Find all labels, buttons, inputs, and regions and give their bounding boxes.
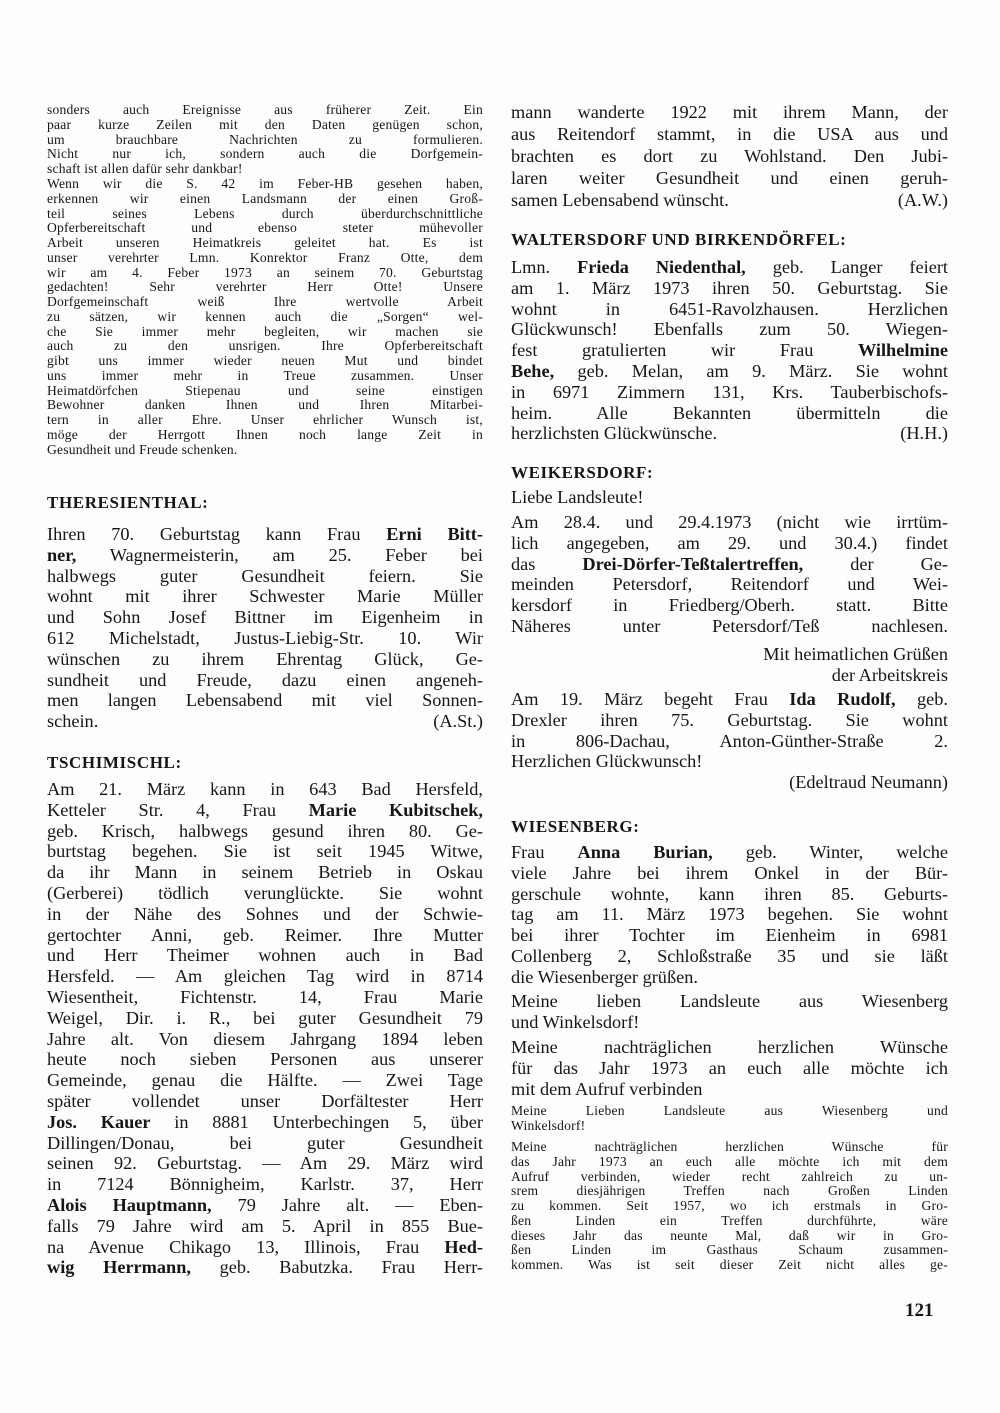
weikersdorf-closing [511,644,948,686]
text-line: in 7124 Bönnigheim, Karlstr. 37, Herr [47,1174,483,1195]
tschimischl-paragraph [47,779,483,1278]
text-line: in 806-Dachau, Anton-Günther-Straße 2. [511,730,948,751]
intro-paragraph-1 [47,103,483,177]
bold-name: Wilhelmine [857,340,948,361]
text-line [47,711,483,732]
bold-name: Hed- [444,1236,483,1257]
continued-paragraph [511,101,948,211]
text-line: Dillingen/Donau, bei guter Gesundheit [47,1132,483,1153]
rudolf-paragraph [511,689,948,772]
text-line: wohnt mit ihrer Schwester Marie Müller [47,586,483,607]
closing-line: Mit heimatlichen Grüßen [763,644,948,664]
heading-weikersdorf: WEIKERSDORF: [511,463,654,482]
text-line: Nicht nur ich, sondern auch die Dorfgemein- [47,146,483,162]
bold-name: wig Herrmann, [47,1257,191,1278]
text-line: und Herr Theimer wohnen auch in Bad [47,945,483,966]
wiesenberg-paragraph-2 [511,991,948,1033]
text-line: lich angegeben, am 29. und 30.4.) findet [511,532,948,553]
text-line: Glückwunsch! Ebenfalls zum 50. Wiegen- [511,319,948,340]
text-line: in der Nähe des Sohnes und der Schwie- [47,903,483,924]
text-line: in 6971 Zimmern 131, Krs. Tauberbischofs- [511,381,948,402]
text-line: und Winkelsdorf! [511,1011,640,1032]
text-line: seinen 92. Geburtstag. — Am 29. März wird [47,1153,483,1174]
text-line: Winkelsdorf! [511,1117,586,1133]
text-line: tern in aller Ehre. Unser ehrlicher Wunsch ist, [47,412,483,427]
text-line: gertochter Anni, geb. Reimer. Ihre Mutter [47,924,483,945]
text-line: Wiesentheit, Fichtenstr. 14, Frau Marie [47,986,483,1007]
text-line: brachten es dort zu Wohlstand. Den Jubi- [511,146,948,166]
text-line: Herzlichen Glückwunsch! [511,751,703,772]
text-line: Meine nachträglichen herzlichen Wünsche für [511,1139,948,1154]
text-line: auch zu den unsrigen. Ihre Opferbereitschaft [47,338,483,354]
rudolf-signature-block [511,772,948,793]
text-line: sonders auch Ereignisse aus früherer Zeit. Ein [47,102,483,117]
wiesenberg-paragraph [511,842,948,988]
text-line: möge der Herrgott Ihnen noch lange Zeit in [47,426,483,442]
text-line: mit dem Aufruf verbinden [511,1078,703,1099]
heading-wiesenberg: WIESENBERG: [511,817,640,836]
text-line: men langen Lebensabend mit viel Sonnen- [47,690,483,711]
signature: (A.St.) [433,711,483,732]
waltersdorf-paragraph [511,257,948,444]
text-line: na Avenue Chikago 13, Illinois, Frau Hed- [47,1236,483,1257]
text-line: bei ihrer Tochter im Eienheim in 6981 [511,925,948,946]
text-line: und Sohn Josef Bittner im Eigenheim in [47,607,483,628]
text-line: gerschule wohnte, kann ihren 85. Geburts- [511,883,948,904]
text-line: uns immer mehr in Treue zusammen. Unser [47,367,483,383]
text-line: später vollendet unser Dorfältester Herr [47,1090,483,1111]
text-line: Alois Hauptmann, 79 Jahre alt. — Eben- [47,1194,483,1215]
text-line: heim. Alle Bekannten übermitteln die [511,402,948,423]
text-line: wig Herrmann, geb. Babutzka. Frau Herr- [47,1257,484,1278]
text-line: das Jahr 1973 an euch alle möchte ich mit dem [511,1153,948,1169]
text-line: Arbeit unseren Heimatkreis geleitet hat. Es ist [47,235,483,250]
bold-name: ner, [47,544,77,565]
text-line: Bewohner danken Ihnen und Ihren Mitarbei- [47,397,483,413]
text-line: wir am 4. Feber 1973 an seinem 70. Geburtstag [47,264,483,280]
wiesenberg-paragraph-3 [511,1037,948,1099]
text-line: am 1. März 1973 ihren 50. Geburtstag. Sie [511,277,948,298]
text-line: Weigel, Dir. i. R., bei guter Gesundheit 79 [47,1007,483,1028]
text-line: burtstag begehen. Sie ist seit 1945 Witwe, [47,841,483,862]
text-line: Gemeinde, genau die Hälfte. — Zwei Tage [47,1070,483,1091]
text-line: Jahre alt. Von diesem Jahrgang 1894 leben [47,1028,483,1049]
text-line: laren weiter Gesundheit und einen geruh- [511,168,948,188]
text-line: Opferbereitschaft und ebenso steter mühevoller [47,220,483,236]
signature: (H.H.) [900,423,948,444]
text-line [511,423,948,444]
text-line: aus Reitendorf stammt, in die USA aus und [511,124,948,144]
text-line: tag am 11. März 1973 begehen. Sie wohnt [511,904,948,925]
text-line: paar kurze Zeilen mit den Daten genügen schon, [47,116,483,132]
text-line: Heimatdörfchen Stiepenau und seine einstigen [47,382,483,398]
text-line [511,189,948,211]
text-line: teil seines Lebens durch überdurchschnittliche [47,205,483,221]
text-line: da ihr Mann in seinem Betrieb in Oskau [47,862,483,883]
text-line: Frau Anna Burian, geb. Winter, welche [511,842,948,862]
weikersdorf-paragraph [511,512,948,637]
text-line: Näheres unter Petersdorf/Teß nachlesen. [511,615,948,636]
closing-line: der Arbeitskreis [831,664,948,685]
theresienthal-paragraph [47,524,483,732]
signature: (Edeltraud Neumann) [789,772,948,792]
bold-name: Behe, [511,360,555,381]
text-line: gedachten! Sehr verehrter Herr Otte! Unsere [47,279,483,295]
text-line: unser verehrter Lmn. Konrektor Franz Otte, dem [47,249,483,265]
heading-theresienthal: THERESIENTHAL: [47,493,209,512]
text-line: um brauchbare Nachrichten zu formulieren. [47,131,483,147]
text-line: Am 21. März kann in 643 Bad Hersfeld, [47,779,483,799]
text-line: Dorfgemeinschaft weiß Ihre wertvolle Arbeit [47,294,483,309]
text-line: wünschen zu ihrem Ehrentag Glück, Ge- [47,648,483,669]
text-line: gibt uns immer wieder neuen Mut und bindet [47,353,483,368]
heading-tschimischl: TSCHIMISCHL: [47,753,182,772]
text-line: geb. Krisch, halbwegs gesund ihren 80. Ge- [47,820,483,841]
line-text: herzlichsten Glückwünsche. [511,423,718,444]
text-line: erkennen wir einen Landsmann der einen Groß- [47,190,483,206]
intro-paragraph-2 [47,177,483,457]
text-line: heute noch sieben Personen aus unserer [47,1049,483,1070]
text-line: 612 Michelstadt, Justus-Liebig-Str. 10. Wir [47,627,483,648]
text-line: meinden Petersdorf, Reitendorf und Wei- [511,574,948,595]
text-line: Jos. Kauer in 8881 Unterbechingen 5, über [47,1111,483,1132]
text-line: viele Jahre bei ihrem Onkel in der Bür- [511,862,948,883]
text-line: die Wiesenberger grüßen. [511,966,698,987]
line-text: samen Lebensabend wünscht. [511,190,729,210]
bold-name: Ida Rudolf, [789,689,896,709]
text-line: Ihren 70. Geburtstag kann Frau Erni Bitt- [47,524,483,544]
text-line: Drexler ihren 75. Geburtstag. Sie wohnt [511,709,948,730]
signature: (A.W.) [897,190,948,210]
line-text: schein. [47,711,99,732]
text-line: Meine nachträglichen herzlichen Wünsche [511,1037,948,1057]
text-line: Meine Lieben Landsleute aus Wiesenberg und [511,1103,948,1118]
text-line: Gesundheit und Freude schenken. [47,441,238,457]
text-line: ner, Wagnermeisterin, am 25. Feber bei [47,544,483,565]
text-line: srem diesjährigen Treffen nach Großen Linden [511,1183,948,1199]
text-line: falls 79 Jahre wird am 5. April in 855 Bue- [47,1215,483,1236]
text-line: Meine lieben Landsleute aus Wiesenberg [511,991,948,1011]
bold-name: Erni Bitt- [386,524,483,544]
text-line: zu sätzen, wir kennen auch die „Sorgen“ wel- [47,308,483,324]
small-paragraph-2 [511,1140,948,1273]
page-number: 121 [905,1300,934,1321]
small-paragraph-1 [511,1104,948,1134]
text-line: Lmn. Frieda Niedenthal, geb. Langer feiert [511,257,948,277]
bold-name: Frieda Niedenthal, [577,257,746,277]
text-line: halbwegs guter Gesundheit feiern. Sie [47,565,483,586]
text-line: für das Jahr 1973 an euch alle möchte ich [511,1057,948,1078]
text-line: fest gratulierten wir Frau Wilhelmine [511,340,948,361]
text-line: Hersfeld. — Am gleichen Tag wird in 8714 [47,966,483,987]
weikersdorf-greeting [511,487,948,508]
text-line: Collenberg 2, Schloßstraße 35 und sie läßt [511,945,948,966]
bold-name: Drei-Dörfer-Teßtalertreffen, [582,553,804,574]
text-line: Am 28.4. und 29.4.1973 (nicht wie irrtüm- [511,512,948,532]
bold-name: Anna Burian, [577,842,713,862]
text-line: che Sie immer mehr begleiten, wir machen sie [47,323,483,339]
text-line: sundheit und Freude, dazu einen angeneh- [47,669,483,690]
heading-waltersdorf: WALTERSDORF UND BIRKENDÖRFEL: [511,230,847,249]
text-line: schaft ist allen dafür sehr dankbar! [47,161,243,176]
text-line: dieses Jahr das neunte Mal, daß wir in Gro- [511,1227,948,1243]
text-line: (Gerberei) tödlich verunglückte. Sie wohnt [47,882,483,903]
text-line: ßen Linden ein Treffen durchführte, wäre [511,1212,948,1228]
bold-name: Alois Hauptmann, [47,1194,212,1215]
text-line: Am 19. März begeht Frau Ida Rudolf, geb. [511,689,948,709]
bold-name: Jos. Kauer [47,1111,151,1132]
text-line: das Drei-Dörfer-Teßtalertreffen, der Ge- [511,553,948,574]
text-line: kommen. Was ist seit dieser Zeit nicht alles ge- [511,1257,948,1272]
text-line: Ketteler Str. 4, Frau Marie Kubitschek, [47,799,483,820]
text-line: zu kommen. Seit 1957, wo ich erstmals in Gro- [511,1198,948,1213]
text-line: mann wanderte 1922 mit ihrem Mann, der [511,102,948,122]
text-line: Behe, geb. Melan, am 9. März. Sie wohnt [511,360,948,381]
bold-name: Marie Kubitschek, [308,799,483,820]
text-line: ßen Linden im Gasthaus Schaum zusammen- [511,1242,948,1258]
text-line: Aufruf verbinden, wieder recht zahlreich zu un- [511,1168,948,1184]
text-line: kersdorf in Friedberg/Oberh. statt. Bitte [511,595,948,616]
text-line: Wenn wir die S. 42 im Feber-HB gesehen haben, [47,176,483,191]
text-line: wohnt in 6451-Ravolzhausen. Herzlichen [511,298,948,319]
text-line: Liebe Landsleute! [511,487,644,507]
